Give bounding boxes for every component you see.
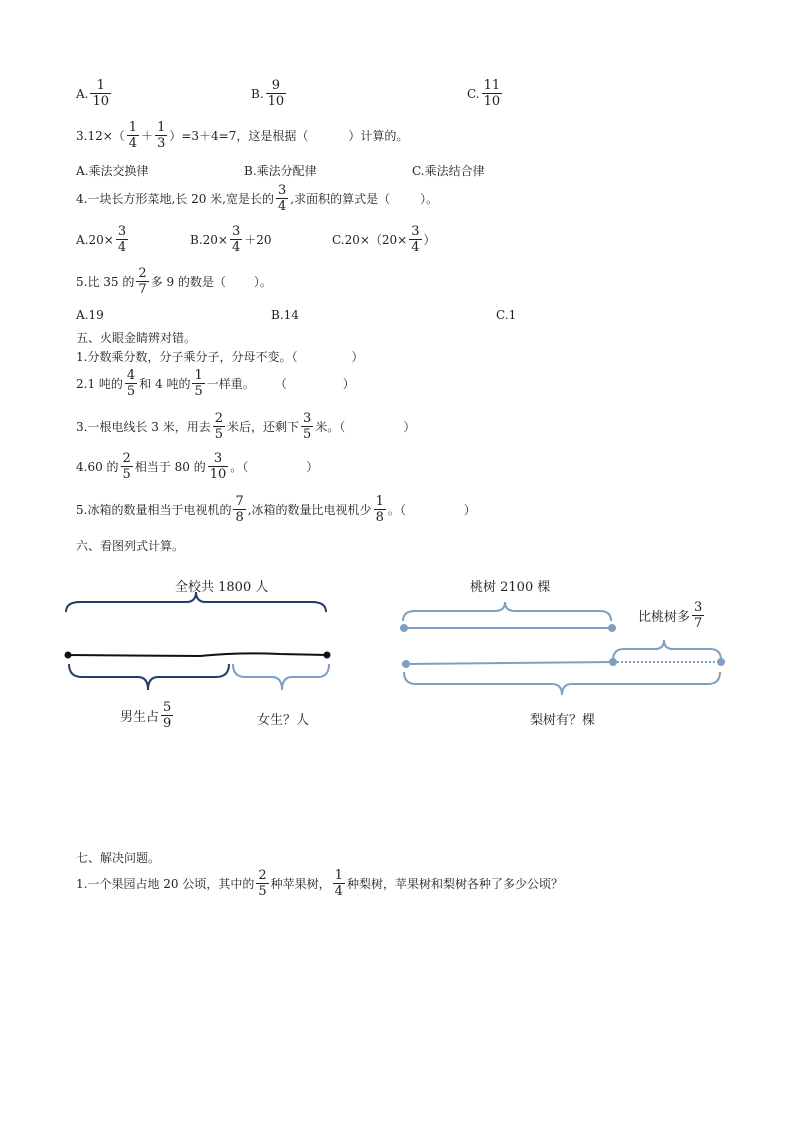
text: 5 [126, 384, 136, 399]
text: 10 [92, 94, 110, 109]
text: 4.一块长方形菜地,长 20 米,宽是长的 [76, 192, 274, 206]
pear-label [530, 709, 595, 728]
text: ） [342, 377, 355, 391]
problem-1 [76, 868, 563, 899]
text: 3 [277, 183, 287, 198]
text: 9 [271, 78, 281, 93]
text: 梨树有？棵 [530, 713, 596, 728]
fraction [161, 700, 173, 731]
total-students-label [175, 576, 268, 595]
text: ）计算的。 [348, 129, 409, 143]
text: ＋ [141, 129, 154, 143]
boys-label [120, 700, 175, 731]
text: 桃树 2100 棵 [470, 580, 551, 595]
text: 4 [277, 199, 287, 214]
text: 3 [231, 224, 241, 239]
text: 3 [117, 224, 127, 239]
text: 和 4 吨的 [139, 377, 191, 391]
text: C.1 [496, 308, 517, 322]
text: 女生？人 [257, 713, 310, 728]
text: 男生占 [120, 710, 160, 725]
text: 3 [694, 600, 703, 615]
peach-label [470, 576, 550, 595]
fraction [256, 868, 268, 899]
text: ）=3＋4=7，这是根据（ [169, 129, 309, 143]
school-line [68, 653, 327, 656]
line-endpoint [608, 624, 616, 632]
text: 1 [375, 494, 384, 509]
text: 六、看图列式计算。 [76, 539, 185, 553]
text: 米。（ [315, 420, 346, 434]
fraction [333, 868, 345, 899]
text: 4 [126, 368, 136, 383]
line-endpoint [400, 624, 408, 632]
text: 一样重。 [206, 377, 255, 391]
text: A.20× [76, 232, 114, 247]
text: 4 [231, 240, 241, 255]
text: C.20×（20× [332, 233, 408, 247]
text: 七、解决问题。 [76, 851, 161, 865]
line-endpoint [402, 660, 410, 668]
text: 1.分数乘分数，分子乘分子，分母不变。（ [76, 350, 298, 364]
text: 1 [194, 368, 203, 383]
text: 比桃树多 [638, 610, 691, 625]
text: A.乘法交换律 [76, 164, 149, 178]
text: 种梨树，苹果树和梨树各种了多少公顷？ [346, 877, 563, 891]
girls-brace [233, 664, 329, 690]
text: ） [463, 503, 476, 517]
text: 8 [375, 510, 384, 525]
text: ） [351, 350, 364, 364]
text: 5 [122, 467, 131, 482]
text: 3 [411, 224, 420, 239]
option-label: A. [76, 86, 89, 101]
text: 1 [96, 78, 105, 93]
text: A.19 [76, 308, 104, 322]
text: 4 [411, 240, 420, 255]
text: 1 [334, 868, 343, 883]
text: 2 [122, 451, 131, 466]
text: ） [306, 460, 319, 474]
text: 3 [157, 136, 166, 151]
text: 3 [213, 451, 223, 466]
text: ）。 [253, 275, 272, 289]
text: 8 [235, 510, 244, 525]
text: 1 [128, 120, 138, 135]
text: 5 [303, 427, 312, 442]
text: 相当于 80 的 [134, 460, 206, 474]
total-brace [66, 592, 326, 612]
text: 2 [138, 266, 147, 281]
text: 5 [214, 427, 223, 442]
text: 多 9 的数是（ [150, 275, 226, 289]
section-7-title [76, 849, 160, 866]
text: 4 [117, 240, 127, 255]
text: 2.1 吨的 [76, 377, 123, 391]
text: C.乘法结合律 [412, 164, 485, 178]
line-endpoint [65, 652, 72, 659]
fraction [692, 600, 704, 631]
text: ＋20 [244, 233, 272, 247]
text: 全校共 1800 人 [175, 580, 269, 595]
text: B.乘法分配律 [244, 164, 317, 178]
line-endpoint [609, 658, 617, 666]
text: 7 [235, 494, 244, 509]
text: 米后，还剩下 [227, 420, 300, 434]
text: 5 [163, 700, 172, 715]
text: 7 [138, 282, 147, 297]
text: ,求面积的算式是（ [290, 192, 391, 206]
text: B.14 [271, 308, 299, 322]
text: ） [423, 233, 436, 247]
text: 3.12×（ [76, 129, 125, 143]
text: 。（ [230, 460, 249, 474]
line-endpoint [324, 652, 331, 659]
line-endpoint [717, 658, 725, 666]
text: 5 [258, 884, 267, 899]
text: 10 [483, 94, 501, 109]
more-label [638, 600, 706, 631]
text: 2 [214, 411, 223, 426]
text: 5.冰箱的数量相当于电视机的 [76, 503, 232, 517]
text: 9 [163, 716, 172, 731]
girls-label [257, 709, 309, 728]
peach-brace [403, 602, 611, 621]
text: 3.一根电线长 3 米，用去 [76, 420, 211, 434]
text: B.20× [190, 232, 228, 247]
text: 5 [194, 384, 203, 399]
text: 7 [694, 616, 703, 631]
text: 1.一个果园占地 20 公顷，其中的 [76, 877, 255, 891]
text: 种苹果树， [270, 877, 331, 891]
text: 5.比 35 的 [76, 275, 135, 289]
text: 10 [267, 94, 285, 109]
boys-brace [69, 664, 229, 690]
text: 4.60 的 [76, 460, 119, 474]
text: 10 [209, 467, 227, 482]
text: ）。 [420, 192, 439, 206]
text: 11 [483, 78, 501, 93]
text: 五、火眼金睛辨对错。 [76, 331, 197, 345]
text: （ [274, 377, 287, 391]
pear-brace [404, 672, 720, 695]
text: 3 [303, 411, 312, 426]
text: 4 [334, 884, 343, 899]
option-label: C. [467, 86, 480, 101]
option-label: B. [251, 86, 264, 101]
text: ,冰箱的数量比电视机少 [247, 503, 372, 517]
text: 2 [258, 868, 267, 883]
text: 4 [128, 136, 138, 151]
text: ） [403, 420, 416, 434]
more-brace [613, 640, 721, 660]
pear-line [406, 662, 613, 664]
text: 。（ [387, 503, 406, 517]
text: 1 [157, 120, 166, 135]
